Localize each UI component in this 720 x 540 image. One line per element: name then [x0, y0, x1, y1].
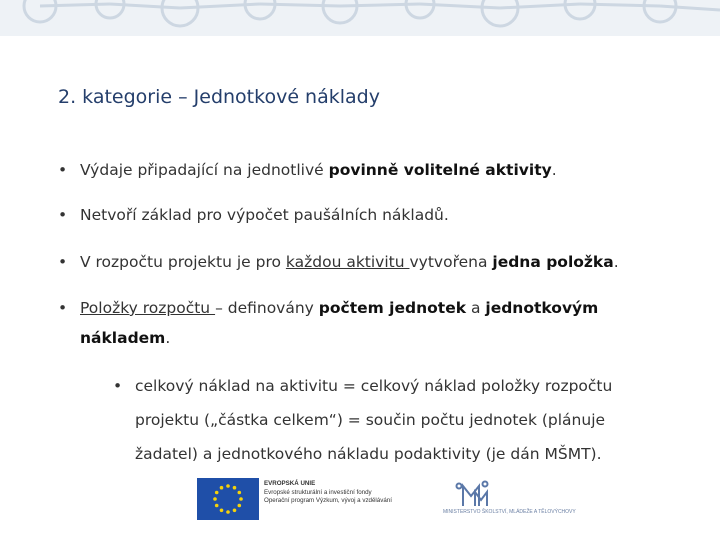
bullet-text: . — [613, 253, 619, 271]
sub-bullet-line-1: celkový náklad na aktivitu = celkový náklad položky rozpočtu — [135, 377, 613, 395]
eu-program-text — [264, 480, 392, 506]
molecule-pattern-icon — [0, 0, 720, 36]
bullet-1 — [58, 155, 557, 185]
bullet-text: . — [165, 329, 171, 347]
eu-union-label: EVROPSKÁ UNIE — [264, 480, 316, 487]
footer-logos — [197, 476, 576, 522]
sub-bullet-line-3: žadatel) a jednotkového nákladu podaktivity (je dán MŠMT). — [135, 445, 602, 463]
slide-title: 2. kategorie – Jednotkové náklady — [58, 86, 380, 108]
bullet-3 — [58, 247, 619, 277]
bullet-dot: • — [58, 299, 68, 317]
bullet-dot: • — [58, 161, 68, 179]
bullet-bold-text: nákladem — [80, 329, 166, 347]
bullet-text: . — [551, 161, 557, 179]
bullet-dot: • — [113, 377, 123, 395]
bullet-4 — [58, 293, 599, 353]
bullet-underlined-text: každou aktivitu — [285, 253, 410, 271]
sub-bullet — [113, 369, 613, 471]
eu-flag-icon — [197, 478, 259, 520]
bullet-bold-text: počtem jednotek — [318, 299, 467, 317]
msmt-label: MINISTERSTVO ŠKOLSTVÍ, MLÁDEŽE A TĚLOVÝCHOVY — [443, 509, 576, 515]
bullet-bold-text: jednotkovým — [485, 299, 599, 317]
bullet-text: V rozpočtu projektu je pro — [80, 253, 286, 271]
sub-bullet-line-2: projektu („částka celkem“) = součin počtu jednotek (plánuje — [135, 411, 606, 429]
bullet-2 — [58, 200, 449, 230]
bullet-text: Netvoří základ pro výpočet paušálních nákladů. — [80, 206, 449, 224]
eu-op-label: Operační program Výzkum, vývoj a vzdělávání — [264, 497, 392, 505]
bullet-bold-text: povinně volitelné aktivity — [328, 161, 552, 179]
bullet-text: a — [466, 299, 486, 317]
bullet-text: vytvořena — [409, 253, 493, 271]
decorative-header-band — [0, 0, 720, 36]
bullet-text: Výdaje připadající na jednotlivé — [80, 161, 329, 179]
bullet-bold-text: jedna položka — [492, 253, 614, 271]
bullet-dot: • — [58, 206, 68, 224]
eu-funds-label: Evropské strukturální a investiční fondy — [264, 488, 372, 496]
bullet-dot: • — [58, 253, 68, 271]
bullet-text: – definovány — [215, 299, 319, 317]
bullet-underlined-text: Položky rozpočtu — [80, 299, 216, 317]
